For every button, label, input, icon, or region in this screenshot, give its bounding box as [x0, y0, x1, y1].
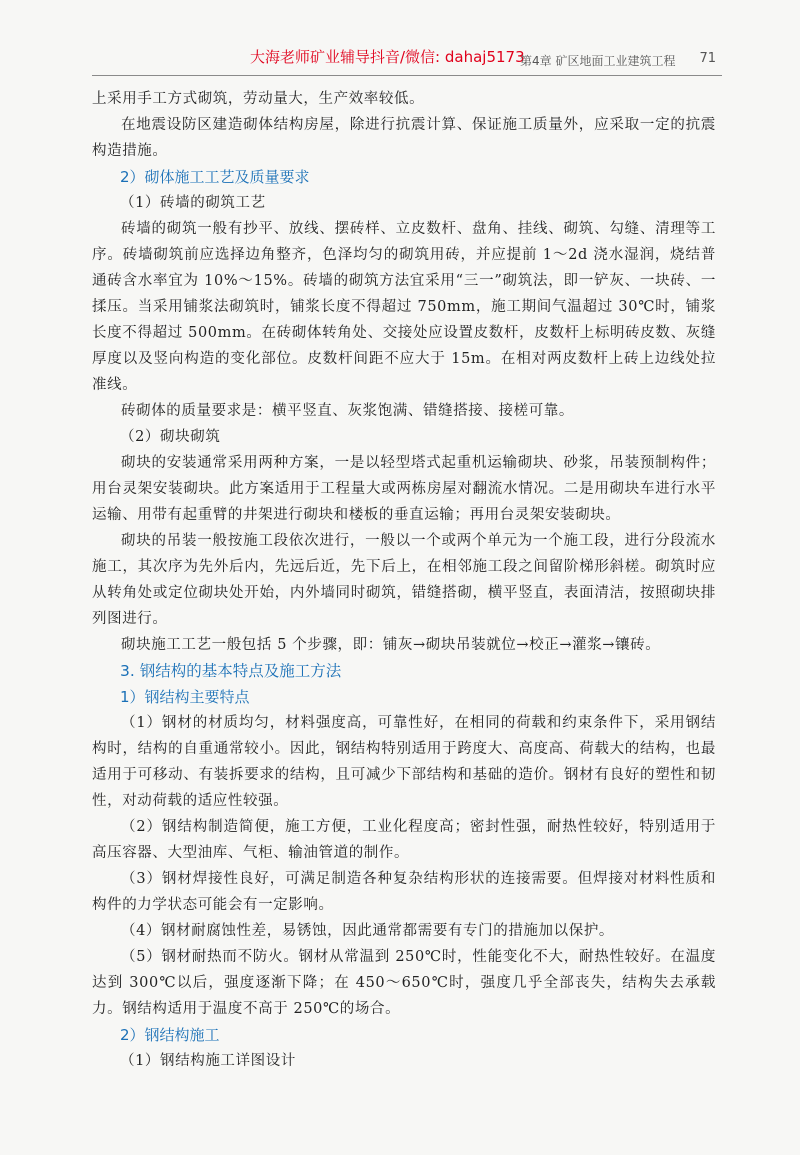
- list-item: （2）钢结构制造简便，施工方便，工业化程度高；密封性强，耐热性较好，特别适用于高压容器、大型油库、气柜、输油管道的制作。: [92, 819, 716, 861]
- list-item: （4）钢材耐腐蚀性差，易锈蚀，因此通常都需要有专门的措施加以保护。: [121, 923, 615, 939]
- section-heading: 1）钢结构主要特点: [120, 688, 250, 706]
- watermark-text: 大海老师矿业辅导抖音/微信: dahaj5173: [250, 48, 525, 66]
- paragraph: 砌块的安装通常采用两种方案，一是以轻型塔式起重机运输砌块、砂浆，吊装预制构件；用台灵架安装砌块。此方案适用于工程量大或两栋房屋对翻流水情况。二是用砌块车进行水平运输、用带有起重臂的井架进行砌块和楼板的垂直运输；再用台灵架安装砌块。: [92, 455, 716, 523]
- subsection-heading: （2）砌块砌筑: [120, 429, 221, 445]
- list-item: （1）钢材的材质均匀，材料强度高，可靠性好，在相同的荷载和约束条件下，采用钢结构时，结构的自重通常较小。因此，钢结构特别适用于跨度大、高度高、荷载大的结构，也最适用于可移动、有装拆要求的结构，且可减少下部结构和基础的造价。钢材有良好的塑性和韧性，对动荷载的适应性较强。: [92, 715, 716, 809]
- header-rule: [92, 75, 722, 76]
- section-heading: 2）钢结构施工: [120, 1026, 220, 1044]
- subsection-heading: （1）钢结构施工详图设计: [120, 1053, 296, 1069]
- paragraph: 上采用手工方式砌筑，劳动量大，生产效率较低。: [92, 91, 425, 107]
- paragraph: 砌块施工工艺一般包括 5 个步骤，即：铺灰→砌块吊装就位→校正→灌浆→镶砖。: [121, 637, 661, 653]
- paragraph: 砖墙的砌筑一般有抄平、放线、摆砖样、立皮数杆、盘角、挂线、砌筑、勾缝、清理等工序。砖墙砌筑前应选择边角整齐，色泽均匀的砌筑用砖，并应提前 1～2d 浇水湿润，烧结普通砖含水率宜为 10%～15%。砖墙的砌筑方法宜采用“三一”砌筑法，即一铲灰、一块砖、一揉压。当采用铺浆法砌筑时，铺浆长度不得超过 750mm，施工期间气温超过 30℃时，铺浆长度不得超过 500mm。在砖砌体转角处、交接处应设置皮数杆，皮数杆上标明砖皮数、灰缝厚度以及竖向构造的变化部位。皮数杆间距不应大于 15m。在相对两皮数杆上砖上边线处拉准线。: [92, 221, 716, 393]
- subsection-heading: （1）砖墙的砌筑工艺: [120, 195, 266, 211]
- page-number: 71: [699, 51, 716, 66]
- chapter-section-heading: 3. 钢结构的基本特点及施工方法: [120, 662, 342, 680]
- page-header: [0, 0, 800, 80]
- paragraph: 砌块的吊装一般按施工段依次进行，一般以一个或两个单元为一个施工段，进行分段流水施工，其次序为先外后内，先远后近，先下后上，在相邻施工段之间留阶梯形斜槎。砌筑时应从转角处或定位砌块处开始，内外墙同时砌筑，错缝搭砌，横平竖直，表面清洁，按照砌块排列图进行。: [92, 533, 716, 627]
- running-head: 第4章 矿区地面工业建筑工程: [520, 54, 676, 68]
- page-body: [92, 86, 716, 1074]
- paragraph: 在地震设防区建造砌体结构房屋，除进行抗震计算、保证施工质量外，应采取一定的抗震构造措施。: [92, 117, 716, 159]
- list-item: （5）钢材耐热而不防火。钢材从常温到 250℃时，性能变化不大，耐热性较好。在温度达到 300℃以后，强度逐渐下降；在 450～650℃时，强度几乎全部丧失，结构失去承载力。钢结构适用于温度不高于 250℃的场合。: [92, 949, 716, 1017]
- list-item: （3）钢材焊接性良好，可满足制造各种复杂结构形状的连接需要。但焊接对材料性质和构件的力学状态可能会有一定影响。: [92, 871, 716, 913]
- paragraph: 砖砌体的质量要求是：横平竖直、灰浆饱满、错缝搭接、接槎可靠。: [121, 403, 574, 419]
- section-heading: 2）砌体施工工艺及质量要求: [120, 168, 310, 186]
